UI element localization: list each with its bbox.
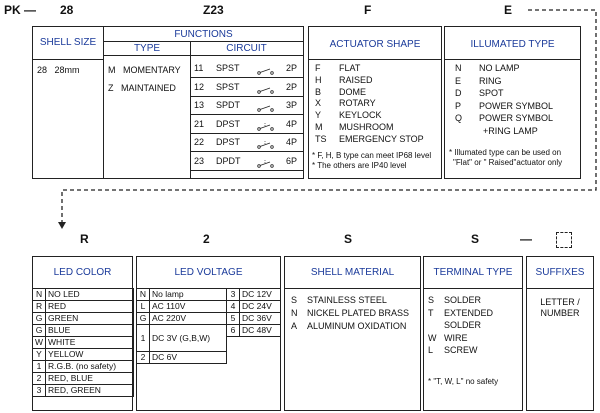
- led-voltage-row: [137, 352, 227, 364]
- illum-note-1: * Illumated type can be used on: [449, 148, 562, 157]
- led-voltage-left-table: [136, 288, 227, 364]
- illum-code: D: [455, 88, 462, 99]
- circuit-row: [190, 115, 303, 134]
- terminal-name: SCREW: [444, 345, 478, 355]
- terminal-title: TERMINAL TYPE: [433, 267, 513, 278]
- actuator-code: M: [315, 122, 323, 132]
- led-color-row: [33, 385, 134, 397]
- led-voltage-row: [137, 301, 227, 313]
- illum-name: POWER SYMBOL: [479, 113, 554, 124]
- led-color-row: [33, 313, 134, 325]
- circuit-positions: 4P: [286, 137, 298, 147]
- led-color-name: WHITE: [46, 337, 134, 349]
- terminal-code: L: [428, 345, 434, 355]
- shell-size-box: [32, 26, 104, 179]
- code-size: 28: [60, 3, 74, 17]
- circuit-row: [190, 133, 303, 152]
- switch-symbol-icon: [256, 156, 282, 166]
- actuator-name: DOME: [339, 86, 366, 97]
- circuit-name: DPST: [216, 118, 241, 129]
- suffixes-box: [526, 256, 594, 411]
- circuit-row: [190, 96, 303, 115]
- functions-title: FUNCTIONS: [174, 29, 233, 40]
- terminal-note: * "T, W, L" no safety: [428, 377, 499, 386]
- actuator-code: F: [315, 63, 321, 73]
- code-dash: —: [520, 232, 532, 246]
- led-voltage-name: No lamp: [150, 289, 227, 301]
- shell-material-name: NICKEL PLATED BRASS: [307, 308, 410, 318]
- actuator-note-2: * The others are IP40 level: [312, 161, 407, 170]
- led-voltage-name: AC 220V: [150, 313, 227, 325]
- switch-symbol-icon: [256, 100, 282, 110]
- suffixes-line-1: LETTER /: [540, 297, 580, 307]
- actuator-name: MUSHROOM: [339, 122, 394, 132]
- circuit-positions: 6P: [286, 155, 298, 166]
- code-pk: PK —: [4, 3, 37, 17]
- led-color-title: LED COLOR: [53, 267, 112, 278]
- suffixes-line-2: NUMBER: [540, 308, 580, 318]
- actuator-code: H: [315, 74, 322, 85]
- led-voltage-code: G: [137, 313, 150, 325]
- illum-code: Q: [455, 113, 463, 124]
- circuit-code: 22: [194, 137, 205, 147]
- led-voltage-row: [227, 289, 281, 301]
- led-color-code: R: [33, 301, 46, 313]
- circuit-positions: 2P: [286, 63, 298, 73]
- actuator-box: [308, 26, 442, 179]
- illum-name: RING: [479, 75, 502, 86]
- circuit-code: 11: [194, 63, 204, 73]
- illum-box: [444, 26, 581, 179]
- circuit-row: [190, 152, 303, 171]
- led-voltage-row: [227, 325, 281, 337]
- circuit-positions: 2P: [286, 81, 298, 92]
- circuit-code: 13: [194, 100, 205, 110]
- led-color-name: RED: [46, 301, 134, 313]
- shell-material-box: [284, 256, 421, 411]
- illum-code: E: [455, 75, 462, 86]
- led-color-box: [32, 256, 133, 411]
- terminal-name: SOLDER: [444, 295, 482, 305]
- actuator-code: TS: [315, 133, 327, 144]
- led-voltage-name: DC 36V: [240, 313, 281, 325]
- led-voltage-code: L: [137, 301, 150, 313]
- functions-box: [103, 26, 304, 179]
- shell-material-name: ALUMINUM OXIDATION: [307, 321, 407, 331]
- illum-code: P: [455, 100, 462, 111]
- led-voltage-code: 6: [227, 325, 240, 337]
- terminal-box: [423, 256, 523, 411]
- led-voltage-row: [137, 289, 227, 301]
- actuator-name: EMERGENCY STOP: [339, 133, 424, 144]
- shell-material-name: STAINLESS STEEL: [307, 295, 387, 305]
- led-voltage-right-table: [226, 288, 281, 337]
- led-color-name: YELLOW: [46, 349, 134, 361]
- illum-note-2: "Flat" or " Raised"actuator only: [453, 158, 563, 167]
- led-voltage-code: 4: [227, 301, 240, 313]
- circuit-row: [190, 59, 303, 78]
- illum-name: POWER SYMBOL: [479, 100, 554, 111]
- actuator-code: Y: [315, 110, 322, 121]
- led-voltage-code: 2: [137, 352, 150, 364]
- suffixes-title: SUFFIXES: [535, 267, 585, 278]
- type-maintained: Z MAINTAINED: [108, 83, 176, 93]
- shell-material-title: SHELL MATERIAL: [310, 267, 395, 278]
- led-voltage-title: LED VOLTAGE: [174, 267, 243, 278]
- terminal-code: T: [428, 307, 434, 318]
- led-color-name: BLUE: [46, 325, 134, 337]
- led-voltage-code: N: [137, 289, 150, 301]
- led-color-code: 3: [33, 385, 46, 397]
- illum-name: NO LAMP: [479, 63, 520, 73]
- circuit-positions: 3P: [286, 100, 298, 110]
- circuit-code: 21: [194, 118, 205, 129]
- led-voltage-name: AC 110V: [150, 301, 227, 313]
- led-voltage-row: [227, 313, 281, 325]
- led-color-table: [32, 288, 134, 397]
- code-led-voltage: 2: [203, 232, 210, 246]
- circuit-name: SPST: [216, 81, 240, 92]
- actuator-code: X: [315, 98, 322, 109]
- circuit-name: SPDT: [216, 100, 241, 110]
- led-color-row: [33, 325, 134, 337]
- shell-size-title: SHELL SIZE: [39, 37, 97, 48]
- led-voltage-row: [137, 325, 227, 352]
- code-terminal: S: [471, 232, 480, 246]
- led-color-code: G: [33, 325, 46, 337]
- led-color-name: RED, BLUE: [46, 373, 134, 385]
- led-color-row: [33, 337, 134, 349]
- actuator-name: RAISED: [339, 74, 373, 85]
- shell-material-code: S: [291, 295, 298, 305]
- terminal-name: WIRE: [444, 332, 468, 343]
- switch-symbol-icon: [256, 119, 282, 129]
- code-actuator: F: [364, 3, 372, 17]
- actuator-name: KEYLOCK: [339, 110, 382, 121]
- illum-title: ILLUMATED TYPE: [470, 39, 555, 50]
- code-illum: E: [504, 3, 513, 17]
- circuit-header: CIRCUIT: [226, 43, 267, 54]
- led-color-row: [33, 289, 134, 301]
- actuator-title: ACTUATOR SHAPE: [329, 39, 421, 50]
- suffix-placeholder-box: [556, 232, 572, 248]
- code-shell-material: S: [344, 232, 353, 246]
- led-voltage-code: 5: [227, 313, 240, 325]
- circuit-name: SPST: [216, 63, 240, 73]
- shell-material-code: N: [291, 308, 298, 318]
- led-color-code: Y: [33, 349, 46, 361]
- led-voltage-row: [137, 313, 227, 325]
- code-function: Z23: [203, 3, 224, 17]
- led-voltage-name: DC 12V: [240, 289, 281, 301]
- circuit-row: [190, 78, 303, 97]
- led-color-row: [33, 361, 134, 373]
- led-voltage-box: [136, 256, 281, 411]
- led-color-code: W: [33, 337, 46, 349]
- led-color-row: [33, 349, 134, 361]
- circuit-name: DPST: [216, 137, 241, 147]
- led-voltage-code: 3: [227, 289, 240, 301]
- actuator-name: ROTARY: [339, 98, 376, 109]
- led-voltage-name: DC 48V: [240, 325, 281, 337]
- led-color-name: RED, GREEN: [46, 385, 134, 397]
- led-voltage-name: DC 6V: [150, 352, 227, 364]
- led-color-row: [33, 301, 134, 313]
- led-color-name: GREEN: [46, 313, 134, 325]
- terminal-name: SOLDER: [444, 320, 482, 330]
- illum-extra: +RING LAMP: [483, 126, 538, 136]
- terminal-code: W: [428, 332, 437, 343]
- led-voltage-name: DC 3V (G,B,W): [150, 325, 227, 352]
- code-led-color: R: [80, 232, 89, 246]
- type-header: TYPE: [133, 43, 161, 54]
- shell-size-value: 28 28mm: [37, 65, 80, 75]
- actuator-code: B: [315, 86, 322, 97]
- led-color-code: 1: [33, 361, 46, 373]
- led-color-code: N: [33, 289, 46, 301]
- terminal-code: S: [428, 295, 435, 305]
- led-color-row: [33, 373, 134, 385]
- illum-name: SPOT: [479, 88, 504, 99]
- led-color-name: NO LED: [46, 289, 134, 301]
- led-color-code: 2: [33, 373, 46, 385]
- circuit-positions: 4P: [286, 118, 298, 129]
- circuit-code: 23: [194, 155, 205, 166]
- illum-code: N: [455, 63, 462, 73]
- switch-symbol-icon: [256, 137, 282, 147]
- circuit-name: DPDT: [216, 155, 241, 166]
- led-voltage-code: 1: [137, 325, 150, 352]
- led-color-code: G: [33, 313, 46, 325]
- shell-material-code: A: [291, 321, 298, 331]
- switch-symbol-icon: [256, 82, 282, 92]
- actuator-name: FLAT: [339, 63, 361, 73]
- actuator-note-1: * F, H, B type can meet IP68 level: [312, 151, 432, 160]
- terminal-name: EXTENDED: [444, 307, 494, 318]
- led-color-name: R.G.B. (no safety): [46, 361, 134, 373]
- circuit-code: 12: [194, 81, 205, 92]
- switch-symbol-icon: [256, 63, 282, 73]
- led-voltage-row: [227, 301, 281, 313]
- led-voltage-name: DC 24V: [240, 301, 281, 313]
- type-momentary: M MOMENTARY: [108, 65, 181, 75]
